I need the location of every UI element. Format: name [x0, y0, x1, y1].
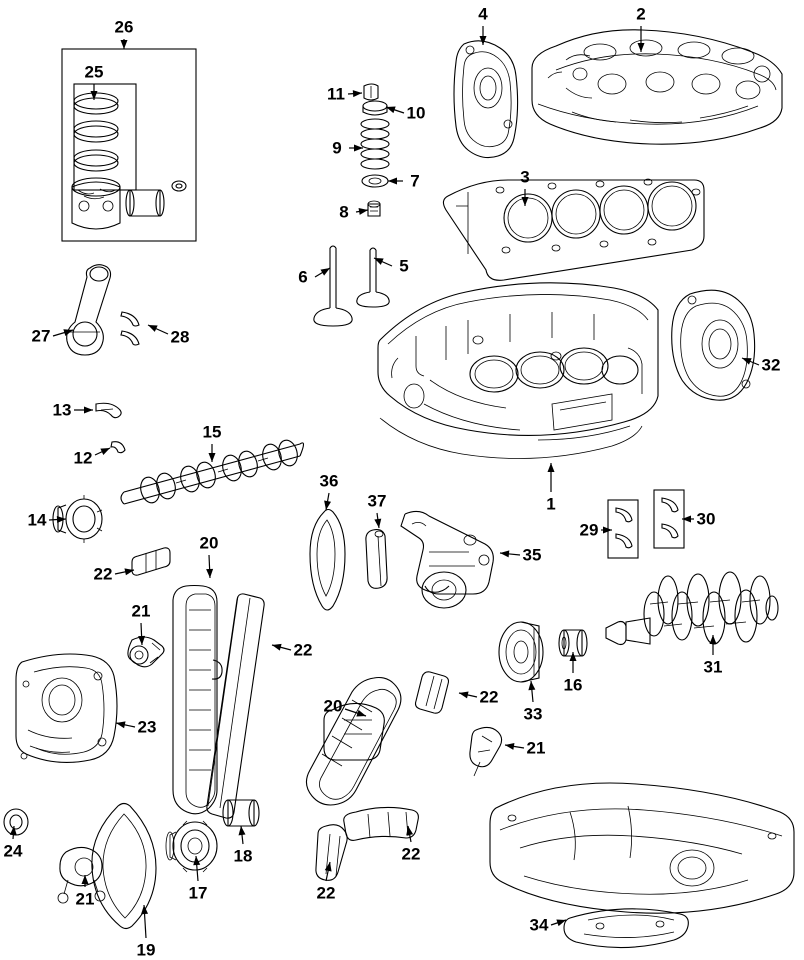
callout-camshaft-bearing-cap: 13	[52, 400, 72, 420]
leader-arrow-crankshaft-sprocket	[193, 856, 200, 865]
leader-arrow-exhaust-valve	[374, 258, 384, 265]
callout-cylinder-head: 2	[636, 4, 646, 24]
callout-head-gasket: 3	[520, 167, 530, 187]
chain-tensioner-right	[470, 727, 502, 776]
rear-cover-group	[672, 290, 755, 400]
timing-cover-group	[16, 654, 117, 762]
callout-end-cover: 4	[478, 4, 488, 24]
oil-pump-guide-group	[366, 530, 387, 589]
timing-chain-upper-group	[173, 586, 264, 819]
callout-camshaft-adjuster: 14	[27, 510, 47, 530]
callout-crankshaft-pulley: 33	[523, 704, 543, 724]
leader-arrow-chain-tensioner	[138, 636, 145, 645]
valve-train-group	[314, 84, 389, 326]
callout-timing-cover: 23	[137, 717, 157, 737]
callout-main-bearing-half-b: 30	[696, 509, 716, 529]
timing-chain-lower-group	[306, 678, 400, 806]
callout-crankshaft: 31	[703, 657, 723, 677]
leader-arrow-chain-guide-rail	[272, 644, 282, 651]
leader-arrow-piston-assembly	[121, 40, 128, 49]
callout-crankshaft-sprocket: 17	[188, 883, 208, 903]
leader-arrow-camshaft	[209, 453, 216, 462]
guide-rail-bottom-2	[316, 825, 347, 881]
callout-oil-pan-baffle: 34	[529, 915, 549, 935]
crankshaft-group	[606, 572, 778, 645]
callout-crankshaft-seal: 16	[563, 675, 583, 695]
callout-chain-guide-rail-5: 22	[93, 564, 113, 584]
cam-bearing-cap-group	[96, 403, 125, 452]
callout-belt-tensioner: 21	[75, 889, 95, 909]
callout-chain-guide-rail-4: 22	[316, 883, 336, 903]
leader-arrow-crankshaft-pulley	[528, 681, 535, 690]
callout-chain-tensioner: 21	[131, 601, 151, 621]
leader-arrow-timing-chain-lower	[356, 710, 366, 717]
leader-lines	[10, 26, 759, 938]
callout-main-bearing-half-a: 29	[579, 520, 599, 540]
leader-arrow-bearing-half-small	[100, 448, 110, 455]
leader-arrow-connecting-rod	[63, 329, 73, 336]
callout-timing-chain-lower: 20	[323, 696, 343, 716]
main-bearing-boxes	[608, 490, 684, 558]
callout-valve-spring: 9	[332, 138, 342, 158]
leader-arrow-cylinder-block	[548, 463, 555, 472]
oil-pump-group	[401, 511, 493, 608]
leader-arrow-belt-tensioner	[82, 875, 89, 884]
cylinder-block-group	[378, 283, 658, 459]
leader-arrow-crankshaft	[710, 635, 717, 644]
leader-arrow-camshaft-bearing-cap	[84, 407, 93, 414]
leader-arrow-oil-pump-guide	[374, 519, 381, 528]
callout-intake-valve: 6	[298, 267, 308, 287]
leader-arrow-chain-guide-rail-2	[459, 692, 469, 699]
callout-valve-stem-seal: 8	[339, 202, 349, 222]
crank-sprocket-group	[166, 821, 217, 872]
leader-arrow-rod-bearing-set	[148, 325, 158, 332]
callout-chain-guide-rail-2: 22	[479, 687, 499, 707]
callout-chain-guide-rail: 22	[293, 640, 313, 660]
guide-rail-bottom-1	[344, 807, 419, 840]
callout-drive-belt: 19	[136, 940, 156, 960]
leader-arrow-oil-pump	[500, 550, 509, 557]
callout-piston-assembly: 26	[114, 17, 134, 37]
callout-cylinder-block: 1	[546, 494, 556, 514]
front-seal-group	[4, 809, 28, 835]
leader-arrow-spacer-sleeve	[239, 826, 246, 835]
leader-arrow-main-bearing-half-b	[682, 516, 691, 523]
callout-timing-chain-upper: 20	[199, 533, 219, 553]
connecting-rod-group	[67, 265, 111, 355]
leader-arrow-valve-spring-seat	[388, 178, 397, 185]
chain-tensioner-left	[128, 637, 164, 667]
end-cover-group	[454, 41, 518, 158]
leader-arrow-valve-stem-seal	[359, 208, 368, 215]
callout-front-seal: 24	[3, 841, 23, 861]
leader-arrow-head-gasket	[522, 197, 529, 206]
piston-assembly-group	[62, 49, 196, 241]
callout-piston-ring-set: 25	[84, 62, 104, 82]
leader-arrow-valve-keeper	[353, 90, 362, 97]
callout-bearing-half-small: 12	[73, 448, 93, 468]
spacer-sleeve-group	[223, 800, 259, 826]
callout-chain-tensioner-lower: 21	[526, 738, 546, 758]
callout-valve-spring-seat: 7	[410, 171, 420, 191]
leader-arrow-camshaft-adjuster	[57, 516, 66, 523]
callout-rod-bearing-set: 28	[170, 327, 190, 347]
oil-pump-chain-group	[310, 510, 345, 611]
callout-spacer-sleeve: 18	[233, 846, 253, 866]
callout-valve-spring-retainer: 10	[406, 103, 426, 123]
guide-rail-small	[132, 548, 170, 575]
head-gasket-group	[443, 179, 704, 280]
crankshaft-pulley-group	[499, 622, 543, 682]
callout-camshaft: 15	[202, 422, 222, 442]
callout-valve-keeper: 11	[327, 84, 345, 104]
leader-arrow-timing-cover	[116, 721, 126, 728]
leader-arrow-intake-valve	[320, 268, 330, 276]
leader-arrow-timing-chain-upper	[206, 569, 213, 578]
leader-arrow-oil-pump-chain	[324, 501, 331, 510]
leader-arrow-cylinder-head	[638, 43, 645, 52]
callout-oil-pump: 35	[522, 545, 542, 565]
guide-rail-mid	[416, 672, 449, 713]
rod-bearing-group	[121, 312, 139, 345]
leader-arrow-chain-guide-rail-4	[325, 862, 332, 872]
callout-rear-cover: 32	[761, 355, 781, 375]
callout-exhaust-valve: 5	[399, 256, 409, 276]
cylinder-head-group	[532, 30, 782, 144]
callout-chain-guide-rail-3: 22	[401, 844, 421, 864]
callout-oil-pump-chain: 36	[319, 471, 339, 491]
leader-arrow-chain-tensioner-lower	[505, 743, 514, 750]
callout-oil-pump-guide: 37	[367, 491, 387, 511]
callout-connecting-rod: 27	[31, 326, 51, 346]
